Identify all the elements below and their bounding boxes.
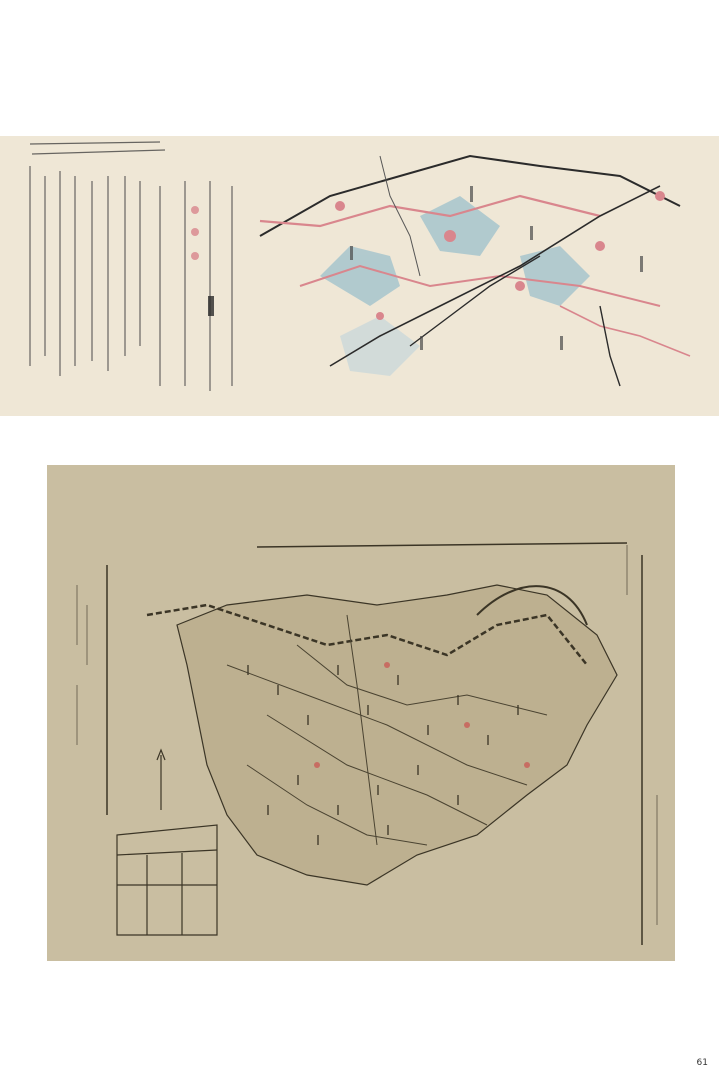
lower-map-plate — [47, 465, 675, 961]
lower-map-drawing — [47, 465, 675, 961]
upper-map-drawing — [0, 136, 719, 416]
page-number: 61 — [696, 1058, 708, 1068]
upper-map-plate — [0, 136, 719, 416]
